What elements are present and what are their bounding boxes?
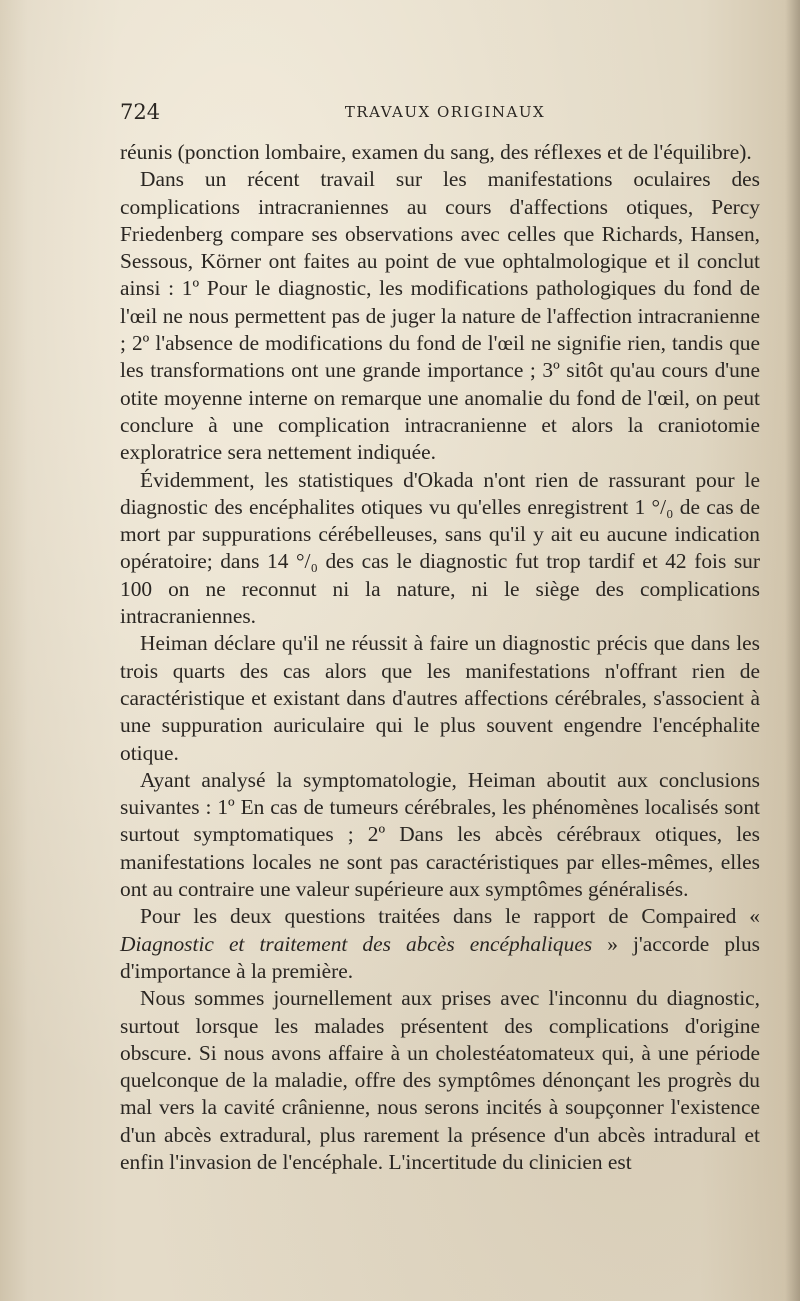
page-number: 724 bbox=[120, 100, 161, 124]
paragraph: Heiman déclare qu'il ne réussit à faire un diagnostic précis que dans les trois quarts des cas alors que les manifestations n'offrant rien de caractéristique et existant dans d'autres affections cérébrales, s'associent à une suppuration auriculaire qui le plus souvent engendre l'encéphalite otique. bbox=[120, 631, 760, 765]
paragraph: Nous sommes journellement aux prises avec l'inconnu du diagnostic, surtout lorsque les malades présentent des complications d'origine obscure. Si nous avons affaire à un cholestéatomateux qui, à une période quelconque de la maladie, offre des symptômes dénonçant les progrès du mal vers la cavité crânienne, nous serons incités à soupçonner l'existence d'un abcès extradural, plus rarement la présence d'un abcès intradural et enfin l'invasion de l'encéphale. L'incertitude du clinicien est bbox=[120, 986, 760, 1174]
paragraph: Ayant analysé la symptomatologie, Heiman aboutit aux conclusions suivantes : 1º En cas de tumeurs cérébrales, les phénomènes localisés sont surtout symptomatiques ; 2º Dans les abcès cérébraux otiques, les manifestations locales ne sont pas caractéristiques par elles-mêmes, elles ont au contraire une valeur supérieure aux symptômes généralisés. bbox=[120, 767, 760, 902]
paragraph: Évidemment, les statistiques d'Okada n'ont rien de rassurant pour le diagnostic des encéphalites otiques vu qu'elles enregistrent 1 °/₀ de cas de mort par suppurations cérébelleuses, sans qu'il y ait eu aucune indication opératoire; dans 14 °/₀ des cas le diagnostic fut trop tardif et 42 fois sur 100 on ne reconnut ni la nature, ni le siège des complications intracraniennes. bbox=[120, 467, 760, 629]
cited-title: Diagnostic et traitement des abcès encéphaliques bbox=[120, 931, 593, 956]
paragraph bbox=[120, 903, 760, 985]
paragraph-text: Pour les deux questions traitées dans le rapport de Compaired « bbox=[140, 904, 760, 929]
paragraph: réunis (ponction lombaire, examen du sang, des réflexes et de l'équilibre). bbox=[120, 140, 752, 164]
page-header bbox=[120, 100, 770, 128]
paragraph-text: » j'accorde plus d'importance à la première. bbox=[120, 931, 760, 983]
paragraph: Dans un récent travail sur les manifestations oculaires des complications intracraniennes au cours d'affections otiques, Percy Friedenberg compare ses observations avec celles que Richards, Hansen, Sessous, Körner ont faites au point de vue ophtalmologique et il conclut ainsi : 1º Pour le diagnostic, les modifications pathologiques du fond de l'œil ne nous permettent pas de juger la nature de l'affection intracranienne ; 2º l'absence de modifications du fond de l'œil ne signifie rien, tandis que les transformations ont une grande importance ; 3º sitôt qu'au cours d'une otite moyenne interne on remarque une anomalie du fond de l'œil, on peut conclure à une complication intracranienne et alors la craniotomie exploratrice sera nettement indiquée. bbox=[120, 167, 760, 465]
running-title: TRAVAUX ORIGINAUX bbox=[344, 103, 546, 121]
body-text bbox=[120, 139, 760, 1176]
